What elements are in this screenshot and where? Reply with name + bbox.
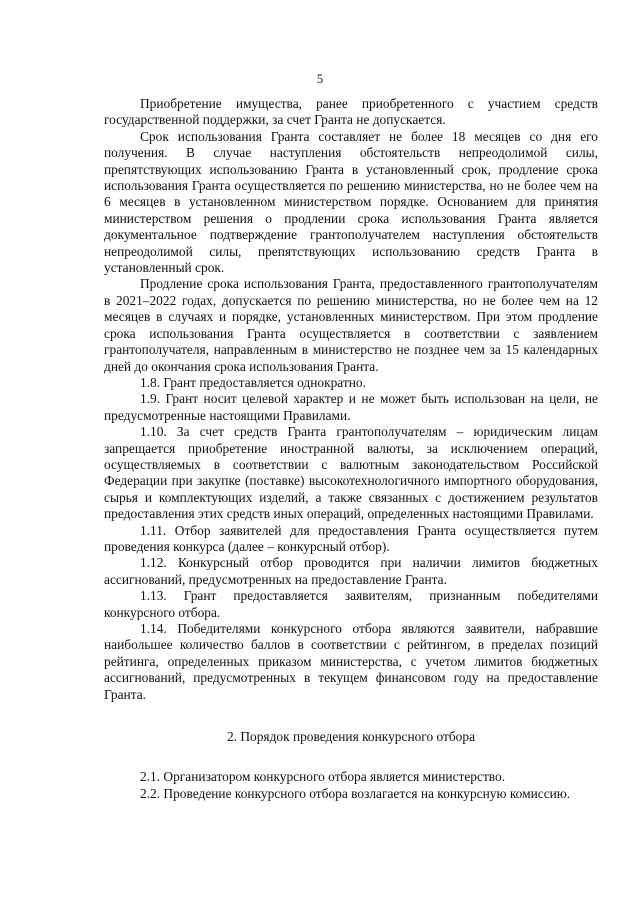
paragraph: 1.10. За счет средств Гранта грантополучателям – юридическим лицам запрещается приобретение иностранной валюты, за исключением операций, осуществляемых в соответствии с валютным законодательством Российской Федерации при закупке (поставке) высокотехнологичного импортного оборудования, сырья и комплектующих изделий, а также связанных с достижением результатов предоставления этих средств иных операций, определенных настоящими Правилами. bbox=[104, 424, 598, 522]
paragraph: 2.1. Организатором конкурсного отбора является министерство. bbox=[140, 769, 506, 785]
paragraph: Приобретение имущества, ранее приобретенного с участием средств государственной поддержки, за счет Гранта не допускается. bbox=[104, 96, 598, 128]
page-number: 5 bbox=[316, 72, 324, 86]
paragraph: Продление срока использования Гранта, предоставленного грантополучателям в 2021–2022 годах, допускается по решению министерства, но не более чем на 12 месяцев в случаях и порядке, установленных министерством. При этом продление срока использования Гранта осуществляется в соответствии с заявлением грантополучателя, направленным в министерство не позднее чем за 15 календарных дней до окончания срока использования Гранта. bbox=[104, 276, 598, 374]
paragraph: 1.12. Конкурсный отбор проводится при наличии лимитов бюджетных ассигнований, предусмотренных на предоставление Гранта. bbox=[104, 555, 598, 587]
paragraph: 1.11. Отбор заявителей для предоставления Гранта осуществляется путем проведения конкурса (далее – конкурсный отбор). bbox=[104, 522, 598, 554]
paragraph: 1.14. Победителями конкурсного отбора являются заявители, набравшие наибольшее количество баллов в соответствии с рейтингом, в пределах позиций рейтинга, определенных приказом министерства, с учетом лимитов бюджетных ассигнований, предусмотренных в текущем финансовом году на предоставление Гранта. bbox=[104, 621, 598, 702]
document-body bbox=[104, 96, 598, 802]
paragraph: Срок использования Гранта составляет не более 18 месяцев со дня его получения. В случае наступления обстоятельств непреодолимой силы, препятствующих использованию Гранта в установленный срок, продление срока использования Гранта осуществляется по решению министерства, но не более чем на 6 месяцев в установленном министерством порядке. Основанием для принятия министерством решения о продлении срока использования Гранта является документальное подтверждение грантополучателем наступления обстоятельств непреодолимой силы, препятствующих использованию средств Гранта в установленный срок. bbox=[104, 128, 598, 276]
paragraph: 1.13. Грант предоставляется заявителям, признанным победителями конкурсного отбора. bbox=[104, 588, 598, 620]
paragraph: 1.9. Грант носит целевой характер и не может быть использован на цели, не предусмотренные настоящими Правилами. bbox=[104, 391, 598, 423]
section-heading: 2. Порядок проведения конкурсного отбора bbox=[226, 729, 476, 745]
paragraph: 1.8. Грант предоставляется однократно. bbox=[140, 374, 366, 390]
paragraph: 2.2. Проведение конкурсного отбора возлагается на конкурсную комиссию. bbox=[140, 785, 571, 801]
